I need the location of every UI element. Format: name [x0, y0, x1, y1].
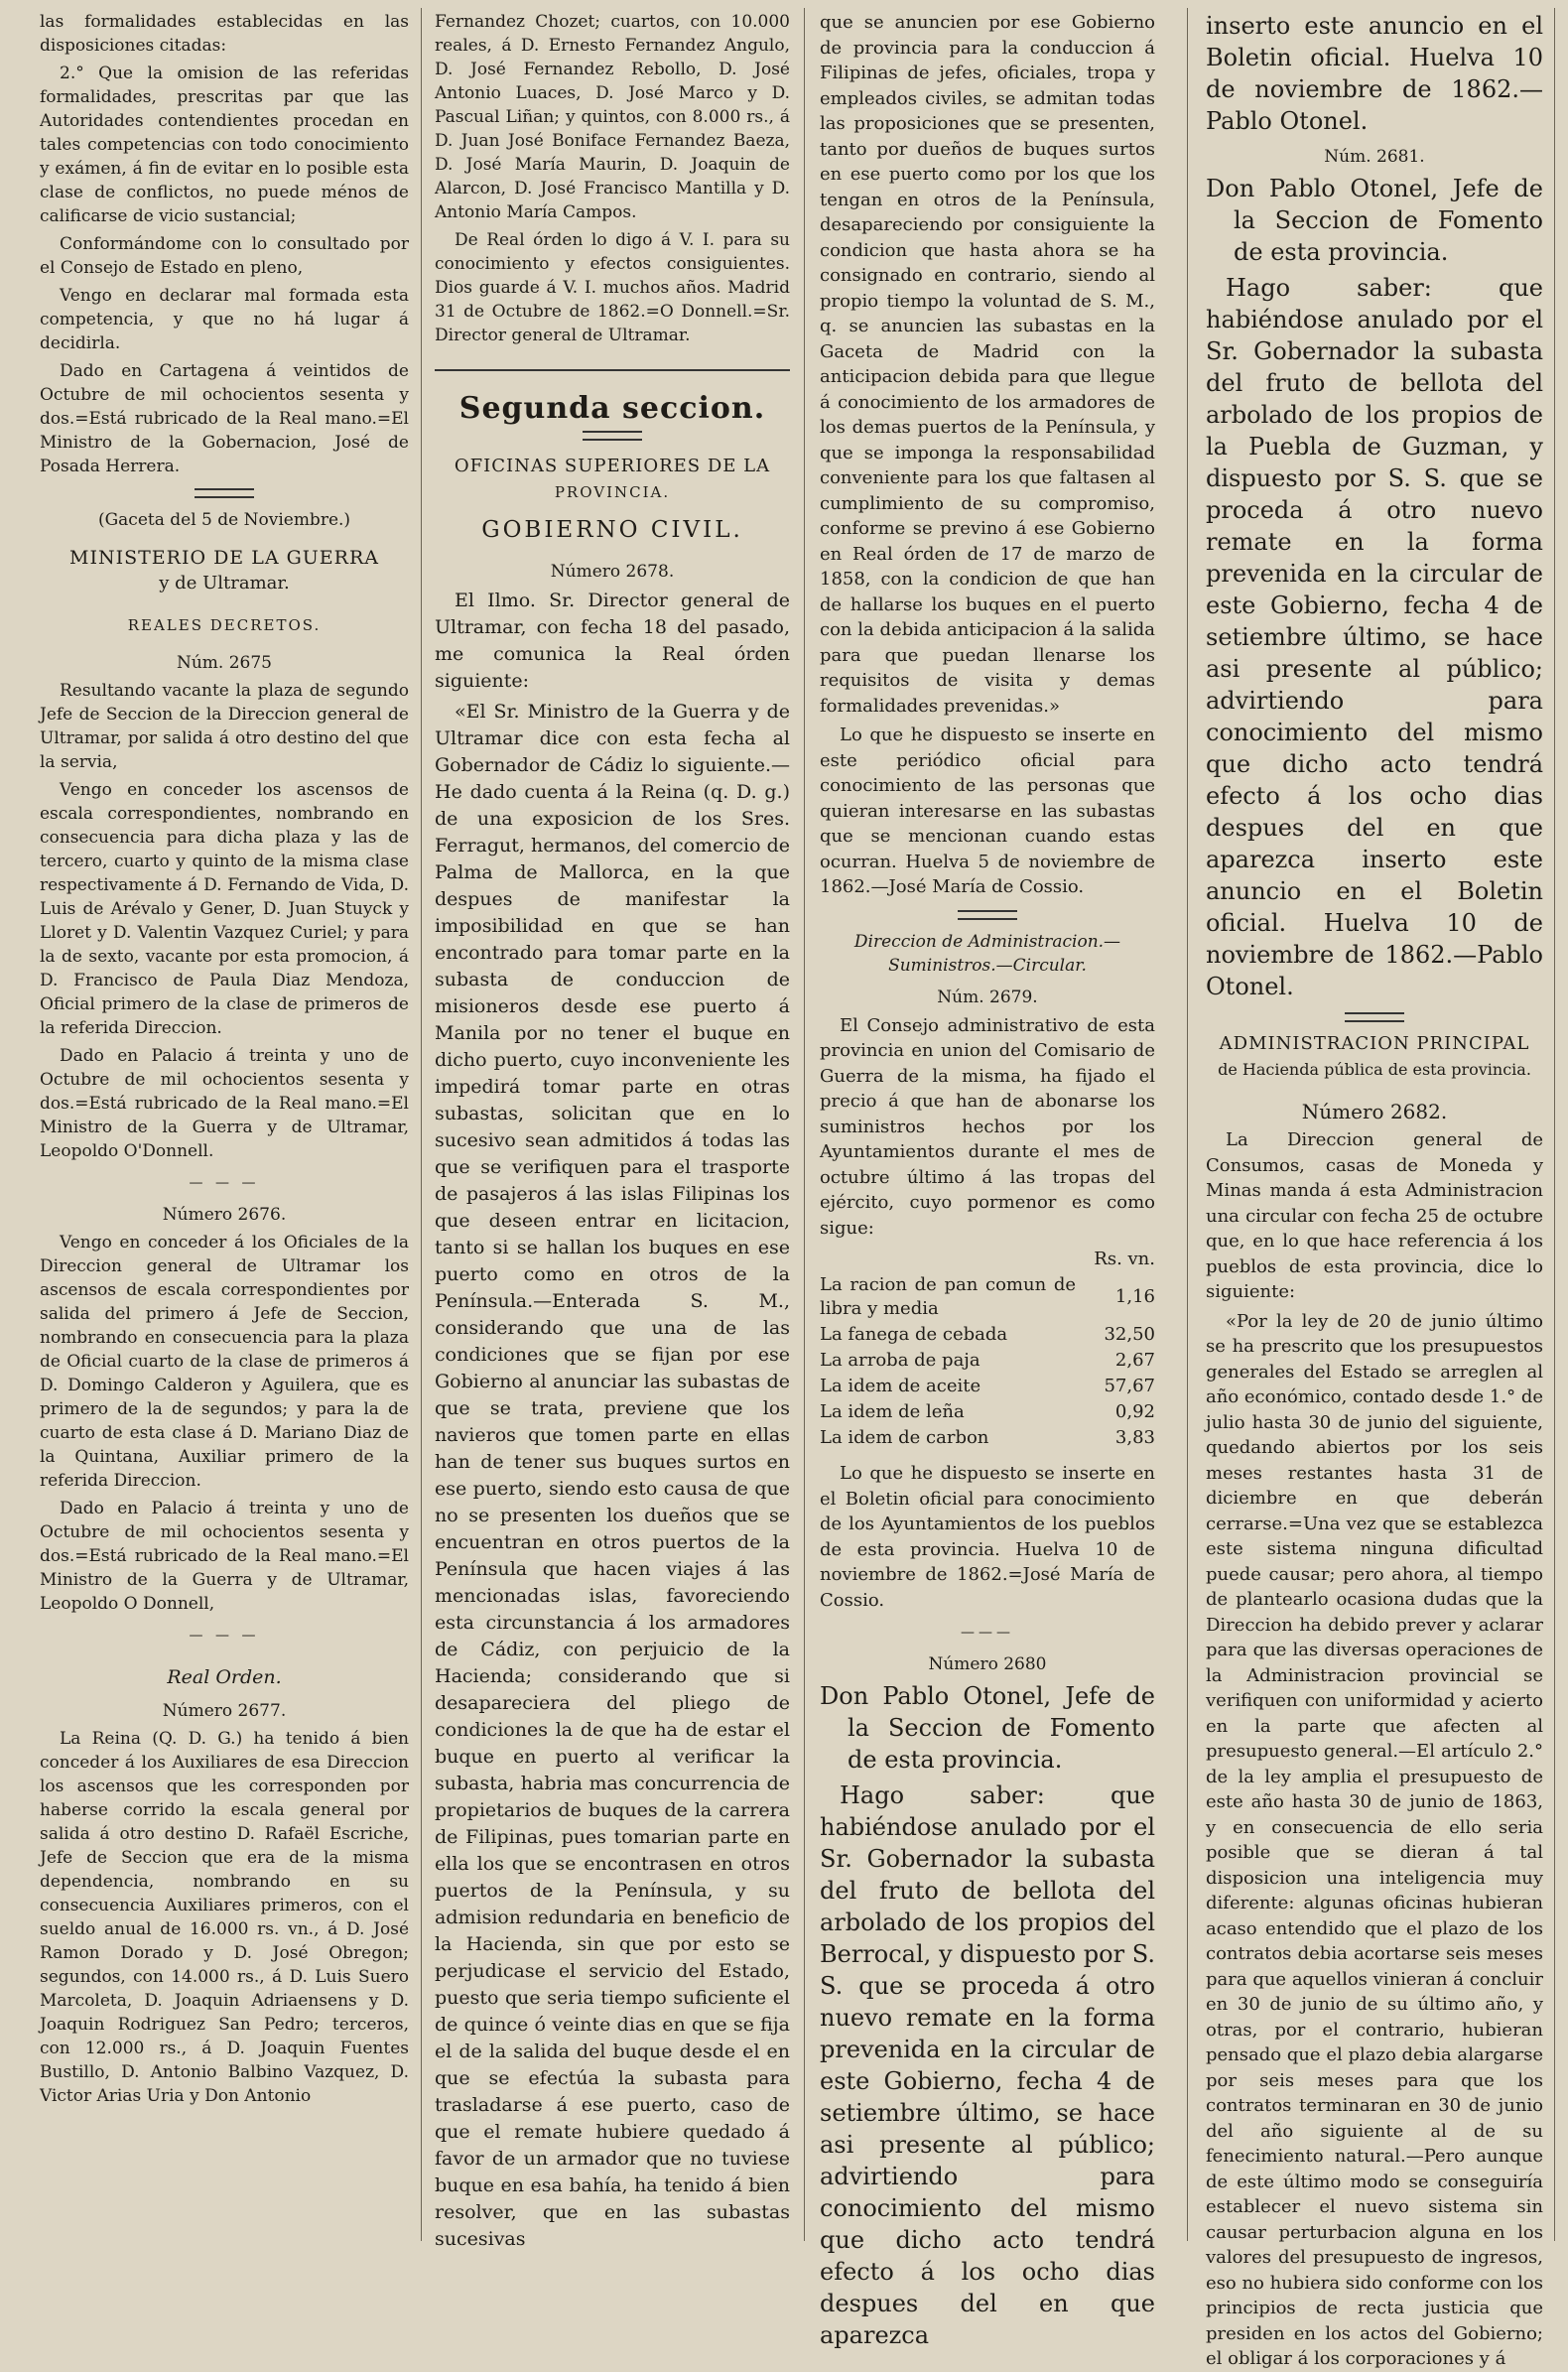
separator	[583, 431, 642, 441]
table-cell-value: 3,83	[1114, 1427, 1155, 1448]
table-cell-value: 2,67	[1114, 1350, 1155, 1371]
paragraph: Conformándome con lo consultado por el Consejo de Estado en pleno,	[40, 234, 409, 278]
paragraph: que se anuncien por ese Gobierno de provincia para la conduccion á Filipinas de jefes, oficiales, tropa y empleados civiles, se admitan todas las proposiciones que se presenten, tanto por dueños de buques surtos en ese puerto como por los que los tengan en otros de la Península, desapareciendo por consiguiente la condicion que hasta ahora se ha consignado en contrario, siendo al propio tiempo la voluntad de S. M., q. se anuncien las subastas en la Gaceta de Madrid con la anticipacion debida para que llegue á conocimiento de los armadores de los demas puertos de la Península, y que se imponga la responsabilidad conveniente para los que faltasen al cumplimiento de su compromiso, conforme se previno á ese Gobierno en Real órden de 17 de marzo de 1858, con la condicion de que han de hallarse los buques en el puerto con la debida anticipacion á la salida para que puedan llenarse los requisitos de visita y demas formalidades prevenidas.»	[820, 12, 1155, 717]
item-number: Número 2680	[928, 1654, 1047, 1674]
paragraph: Vengo en conceder á los Oficiales de la Direccion general de Ultramar los ascensos de escala correspondientes por salida del primero á Jefe de Seccion, nombrando en consecuencia para la plaza de Oficial cuarto de la clase de primeros á D. Domingo Calderon y Aguilera, que es primero de la de segundos; y para la de cuarto de esta clase á D. Mariano Diaz de la Quintana, Auxiliar primero de la referida Direccion.	[40, 1233, 409, 1491]
item-number: Núm. 2679.	[937, 987, 1038, 1007]
ministry-heading: MINISTERIO DE LA GUERRA	[69, 547, 379, 569]
supply-price-table	[820, 1247, 1155, 1451]
column-rule	[804, 8, 805, 2241]
table-cell-value: 57,67	[1104, 1376, 1155, 1396]
paragraph: Hago saber: que habiéndose anulado por el Sr. Gobernador la subasta del fruto de bellota del arbolado de los propios del Berrocal, y dispuesto por S. S. que se proceda á otro nuevo remate en la forma prevenida en la circular de este Gobierno, fecha 4 de setiembre último, se hace asi presente al público; advirtiendo para conocimiento del mismo que dicho acto tendrá efecto á los ocho dias despues del en que aparezca	[820, 1781, 1155, 2349]
paragraph: Fernandez Chozet; cuartos, con 10.000 reales, á D. Ernesto Fernandez Angulo, D. José Fernandez Rebollo, D. José Antonio Luaces, D. José Marco y D. Pascual Liñan; y quintos, con 8.000 rs., á D. Juan José Boniface Fernandez Baeza, D. José María Maurin, D. Joaquin de Alarcon, D. José Francisco Mantilla y D. Antonio María Campos.	[435, 12, 790, 222]
office-subheading: PROVINCIA.	[554, 483, 671, 501]
paragraph: El Consejo administrativo de esta provincia en union del Comisario de Guerra de la misma, ha fijado el precio á que han de abonarse los suministros hechos por los Ayuntamientos durante el mes de octubre último á las tropas del ejército, cuyo pormenor es como sigue:	[820, 1014, 1155, 1239]
item-number: Núm. 2681.	[1324, 147, 1425, 167]
item-number: Número 2682.	[1301, 1100, 1448, 1123]
table-cell-value: 1,16	[1114, 1286, 1155, 1307]
office-heading: GOBIERNO CIVIL.	[481, 517, 743, 543]
paragraph: Vengo en conceder los ascensos de escala correspondientes, nombrando en consecuencia para dicha plaza y las de tercero, cuarto y quinto de la misma clase respectivamente á D. Fernando de Vida, D. Luis de Arévalo y Gener, D. Juan Stuyck y Lloret y D. Valentin Vazquez Curiel; y para la de sexto, vacante por esta promocion, á D. Francisco de Paula Diaz Mendoza, Oficial primero de la clase de primeros de la referida Direccion.	[40, 780, 409, 1038]
item-number: Número 2676.	[162, 1205, 287, 1225]
paragraph: Lo que he dispuesto se inserte en el Boletin oficial para conocimiento de los Ayuntamientos de los pueblos de esta provincia. Huelva 10 de noviembre de 1862.=José María de Cossio.	[820, 1463, 1155, 1611]
separator: — — —	[189, 1628, 260, 1644]
column-4	[1206, 10, 1544, 2369]
paragraph: 2.° Que la omision de las referidas formalidades, prescritas par que las Autoridades contendientes procedan en tales competencias con todo conocimiento y exámen, á fin de evitar en lo posible esta clase de conflictos, no puede ménos de calificarse de vicio sustancial;	[40, 64, 409, 226]
table-cell-item: La racion de pan comun de libra y media	[820, 1274, 1076, 1319]
paragraph: las formalidades establecidas en las disposiciones citadas:	[40, 12, 409, 56]
gaceta-source: (Gaceta del 5 de Noviembre.)	[97, 510, 351, 530]
column-rule	[421, 8, 422, 2241]
table-row	[820, 1425, 1155, 1451]
office-heading: Direccion de Administracion.—Suministros.—Circular.	[853, 931, 1121, 976]
table-cell-value: 0,92	[1114, 1401, 1155, 1422]
separator	[1345, 1012, 1404, 1022]
table-row	[820, 1272, 1155, 1322]
paragraph: La Reina (Q. D. G.) ha tenido á bien conceder á los Auxiliares de esa Direccion los ascensos que les corresponden por haberse corrido la escala general por salida á otro destino D. Rafaël Escriche, Jefe de Seccion que era de la misma dependencia, nombrando en su consecuencia Auxiliares primeros, con el sueldo anual de 16.000 rs. vn., á D. José Ramon Dorado y D. José Obregon; segundos, con 14.000 rs., á D. Luis Suero Marcoleta, D. Joaquin Adriaensens y D. Joaquin Rodriguez San Pedro; terceros, con 12.000 rs., á D. Joaquin Fuentes Bustillo, D. Antonio Balbino Vazquez, D. Victor Arias Uria y Don Antonio	[40, 1729, 409, 2106]
table-header: Rs. vn.	[1094, 1249, 1155, 1269]
office-subheading: de Hacienda pública de esta provincia.	[1218, 1060, 1531, 1079]
paragraph: inserto este anuncio en el Boletin oficial. Huelva 10 de noviembre de 1862.—Pablo Otonel.	[1206, 12, 1543, 135]
ministry-subheading: y de Ultramar.	[159, 573, 290, 593]
column-2	[435, 10, 790, 2248]
paragraph: «El Sr. Ministro de la Guerra y de Ultramar dice con esta fecha al Gobernador de Cádiz lo siguiente.—He dado cuenta á la Reina (q. D. g.) de una exposicion de los Sres. Ferragut, hermanos, del comercio de Palma de Mallorca, en la que despues de manifestar la imposibilidad en que se han encontrado para tomar parte en la subasta de conduccion de misioneros desde ese puerto á Manila por no tener el buque en dicho puerto, cuyo inconveniente les impedirá tomar parte en otras subastas, solicitan que en lo sucesivo sean admitidos á todas las que se verifiquen para el trasporte de pasajeros á las islas Filipinas los que deseen entrar en licitacion, tanto si se hallan los buques en ese puerto como en otros de la Península.—Enterada S. M., considerando que una de las condiciones que se fijan por ese Gobierno al anunciar las subastas de que se trata, previene que los navieros que tomen parte en ellas han de tener sus buques surtos en ese puerto, siendo esto causa de que no se presenten los dueños que se encuentran en otros puertos de la Península que hacen viajes á las mencionadas islas, favoreciendo esta circunstancia á los armadores de Cádiz, con perjuicio de la Hacienda; considerando que si desapareciera del pliego de condiciones la de que ha de estar el buque en puerto al verificar la subasta, habria mas concurrencia de propietarios de buques de la carrera de Filipinas, pues tomarian parte en ella los que se encontrasen en otros puertos de la Península, y su admision redundaria en beneficio de la Hacienda, sin que por esto se perjudicase el servicio del Estado, puesto que seria tiempo suficiente el de quince ó veinte dias en que se fija el de la salida del buque desde el en que se efectúa la subasta para trasladarse á ese puerto, caso de que el remate hubiere quedado á favor de un armador que no tuviese buque en esa bahía, ha tenido á bien resolver, que en las subastas sucesivas	[435, 701, 790, 2250]
table-cell-item: La fanega de cebada	[820, 1324, 1008, 1345]
office-heading: ADMINISTRACION PRINCIPAL	[1219, 1033, 1530, 1054]
paragraph: La Direccion general de Consumos, casas de Moneda y Minas manda á esta Administracion una circular con fecha 25 de octubre que, en lo que hace referencia á los pueblos de esta provincia, dice lo siguiente:	[1206, 1129, 1543, 1302]
separator: — — —	[189, 1175, 260, 1191]
item-number: Número 2677.	[162, 1701, 287, 1721]
paragraph: Dado en Palacio á treinta y uno de Octubre de mil ochocientos sesenta y dos.=Está rubricado de la Real mano.=El Ministro de la Guerra y de Ultramar, Leopoldo O Donnell,	[40, 1499, 409, 1614]
paragraph: Dado en Palacio á treinta y uno de Octubre de mil ochocientos sesenta y dos.=Está rubricado de la Real mano.=El Ministro de la Guerra y de Ultramar, Leopoldo O'Donnell.	[40, 1046, 409, 1161]
column-rule	[1554, 8, 1555, 2241]
table-row	[820, 1374, 1155, 1399]
column-rule	[1187, 8, 1188, 2241]
paragraph: Vengo en declarar mal formada esta competencia, y que no há lugar á decidirla.	[40, 286, 409, 353]
separator	[958, 910, 1017, 920]
table-row	[820, 1322, 1155, 1348]
table-cell-value: 32,50	[1104, 1324, 1155, 1345]
table-row	[820, 1348, 1155, 1374]
paragraph: Resultando vacante la plaza de segundo Jefe de Seccion de la Direccion general de Ultramar, por salida á otro destino del que la servia,	[40, 681, 409, 772]
item-number: Número 2678.	[550, 562, 675, 582]
paragraph: «Por la ley de 20 de junio último se ha prescrito que los presupuestos generales del Estado se arreglen al año económico, contado desde 1.° de julio hasta 30 de junio del siguiente, quedando abiertos por los seis meses restantes hasta 31 de diciembre en que deberán cerrarse.=Una vez que se establezca este sistema ninguna dificultad puede causar; pero ahora, al tiempo de plantearlo ocasiona dudas que la Direccion ha debido prever y aclarar para que las diversas operaciones de la Administracion provincial se verifiquen con uniformidad y acierto en la parte que afecten al presupuesto general.—El artículo 2.° de la ley amplia el presupuesto de este año hasta 30 de junio de 1863, y en consecuencia de ello seria posible que se dieran á tal disposicion una inteligencia muy diferente: algunas oficinas hubieran acaso entendido que el plazo de los contratos debia acortarse seis meses para que aquellos vinieran á concluir en 30 de junio de su último año, y otras, por el contrario, hubieran pensado que el plazo debia alargarse por seis meses para que los contratos terminaran en 30 de junio del año siguiente al de su fenecimiento natural.—Pero aunque de este último modo se conseguiría establecer el nuevo sistema sin causar perturbacion alguna en los valores del presupuesto de ingresos, eso no hubiera sido conforme con los principios de recta justicia que presiden en los actos del Gobierno; el obligar á los corporaciones y á	[1206, 1310, 1544, 2369]
office-heading: OFICINAS SUPERIORES DE LA	[454, 456, 771, 476]
separator: ———	[961, 1625, 1014, 1641]
section-heading: REALES DECRETOS.	[127, 616, 322, 634]
section-heading: Real Orden.	[167, 1666, 282, 1688]
paragraph: El Ilmo. Sr. Director general de Ultramar, con fecha 18 del pasado, me comunica la Real órden siguiente:	[435, 590, 790, 692]
table-row	[820, 1399, 1155, 1425]
section-title: Segunda seccion.	[458, 391, 766, 426]
separator	[435, 369, 790, 371]
paragraph: De Real órden lo digo á V. I. para su conocimiento y efectos consiguientes. Dios guarde á V. I. muchos años. Madrid 31 de Octubre de 1862.=O Donnell.=Sr. Director general de Ultramar.	[435, 230, 790, 345]
paragraph: Hago saber: que habiéndose anulado por el Sr. Gobernador la subasta del fruto de bellota del arbolado de los propios de la Puebla de Guzman, y dispuesto por S. S. que se proceda á otro nuevo remate en la forma prevenida en la circular de este Gobierno, fecha 4 de setiembre último, se hace asi presente al público; advirtiendo para conocimiento del mismo que dicho acto tendrá efecto á los ocho dias despues del en que aparezca inserto este anuncio en el Boletin oficial. Huelva 10 de noviembre de 1862.—Pablo Otonel.	[1206, 274, 1543, 1000]
column-3	[820, 10, 1155, 2349]
item-number: Núm. 2675	[176, 653, 272, 673]
table-cell-item: La idem de leña	[820, 1401, 965, 1422]
official-title: Don Pablo Otonel, Jefe de la Seccion de Fomento de esta provincia.	[1206, 175, 1543, 266]
paragraph: Dado en Cartagena á veintidos de Octubre de mil ochocientos sesenta y dos.=Está rubricado de la Real mano.=El Ministro de la Gobernacion, José de Posada Herrera.	[40, 361, 409, 476]
table-cell-item: La idem de carbon	[820, 1427, 989, 1448]
table-cell-item: La idem de aceite	[820, 1376, 981, 1396]
table-cell-item: La arroba de paja	[820, 1350, 980, 1371]
table-header-row	[820, 1247, 1155, 1272]
official-title: Don Pablo Otonel, Jefe de la Seccion de Fomento de esta provincia.	[820, 1682, 1155, 1774]
paragraph: Lo que he dispuesto se inserte en este periódico oficial para conocimiento de las personas que quieran interesarse en las subastas que se mencionan cuando estas ocurran. Huelva 5 de noviembre de 1862.—José María de Cossio.	[820, 725, 1155, 897]
column-1	[40, 10, 409, 2248]
separator	[195, 488, 254, 498]
